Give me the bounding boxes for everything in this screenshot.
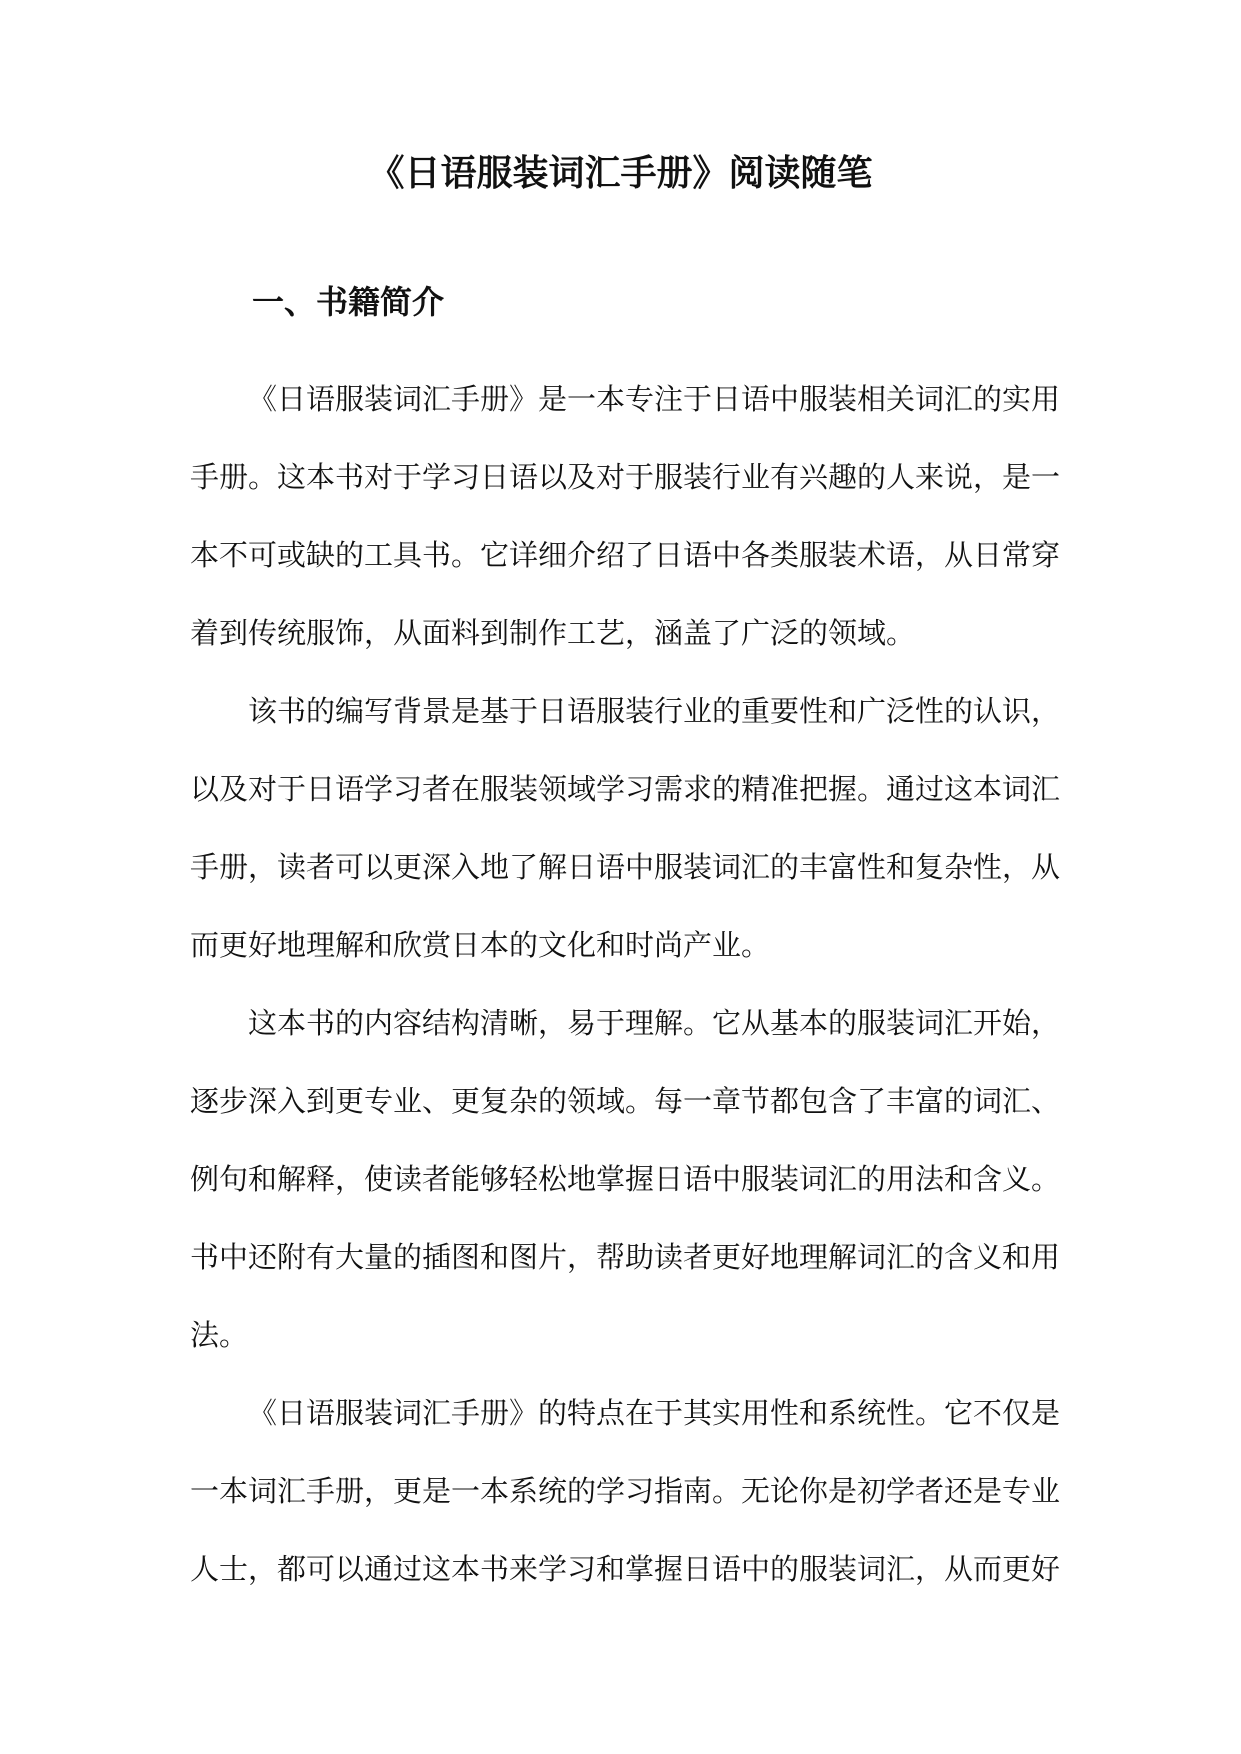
paragraph-3: 这本书的内容结构清晰，易于理解。它从基本的服装词汇开始，逐步深入到更专业、更复杂的领域。每一章节都包含了丰富的词汇、例句和解释，使读者能够轻松地掌握日语中服装词汇的用法和含义。书中还附有大量的插图和图片，帮助读者更好地理解词汇的含义和用法。 bbox=[190, 1006, 1061, 1352]
section-heading: 一、书籍简介 bbox=[252, 283, 445, 321]
paragraph-4: 《日语服装词汇手册》的特点在于其实用性和系统性。它不仅是一本词汇手册，更是一本系统的学习指南。无论你是初学者还是专业人士，都可以通过这本书来学习和掌握日语中的服装词汇，从而更好 bbox=[190, 1396, 1061, 1586]
paragraph-1: 《日语服装词汇手册》是一本专注于日语中服装相关词汇的实用手册。这本书对于学习日语以及对于服装行业有兴趣的人来说，是一本不可或缺的工具书。它详细介绍了日语中各类服装术语，从日常穿着到传统服饰，从面料到制作工艺，涵盖了广泛的领域。 bbox=[190, 382, 1061, 650]
paragraph-2: 该书的编写背景是基于日语服装行业的重要性和广泛性的认识，以及对于日语学习者在服装领域学习需求的精准把握。通过这本词汇手册，读者可以更深入地了解日语中服装词汇的丰富性和复杂性，从而更好地理解和欣赏日本的文化和时尚产业。 bbox=[190, 694, 1061, 962]
document-title: 《日语服装词汇手册》阅读随笔 bbox=[368, 153, 873, 194]
document-body bbox=[190, 360, 1060, 1608]
